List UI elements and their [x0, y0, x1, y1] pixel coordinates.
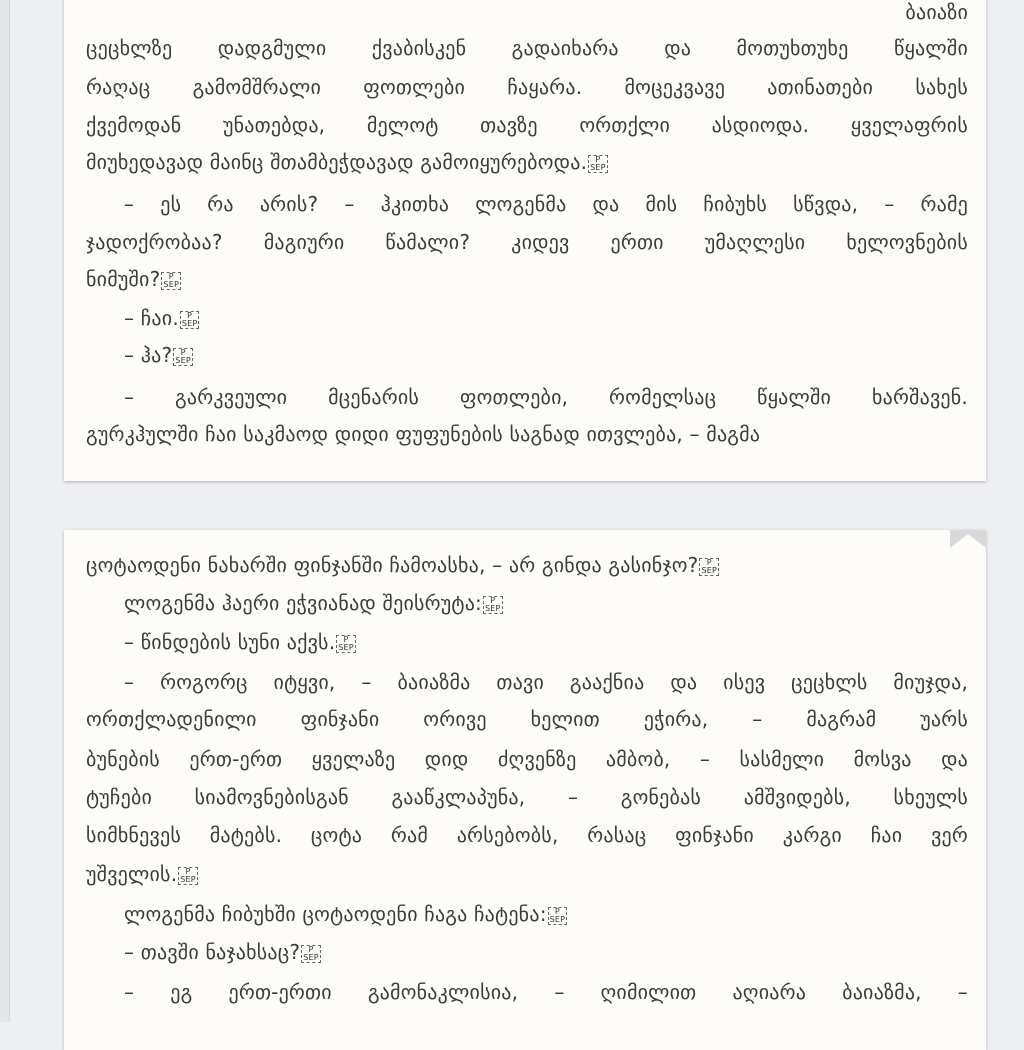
- text-line: [86, 422, 968, 446]
- line-text: – ჩაი.: [124, 306, 179, 330]
- sep-top: P: [168, 271, 174, 281]
- paragraph-separator-marker: [699, 558, 719, 576]
- paragraph-separator-marker: [178, 867, 198, 885]
- line-text: – თავში ნაჯახსაც?: [124, 940, 301, 964]
- sep-top: P: [343, 634, 349, 644]
- text-line: [124, 343, 968, 367]
- text-line: [86, 785, 968, 815]
- line-text: – ეგ ერთ-ერთი გამონაკლისია, – ღიმილით აღიარა ბაიაზმა, –: [124, 980, 968, 1004]
- book-page-2[interactable]: [64, 530, 986, 1050]
- line-text: – ეს რა არის? – ჰკითხა ლოგენმა და მის ჩიბუხს სწვდა, – რამე: [124, 192, 968, 216]
- paragraph-separator-marker: [161, 272, 181, 290]
- left-edge: [0, 0, 10, 1022]
- sep-bottom: SEP: [485, 603, 501, 613]
- text-line: [86, 707, 968, 737]
- line-text: სიმხნევეს მატებს. ცოტა რამ არსებობს, რასაც ფინჯანი კარგი ჩაი ვერ: [86, 823, 968, 847]
- line-text: ქვემოდან უნათებდა, მელოტ თავზე ორთქლი ასდიოდა. ყველაფრის: [86, 113, 968, 137]
- text-line: [124, 591, 968, 615]
- paragraph-separator-marker: [173, 348, 193, 366]
- sep-top: P: [595, 154, 601, 164]
- sep-bottom: SEP: [303, 952, 319, 962]
- sep-top: P: [185, 866, 191, 876]
- text-line: [124, 940, 968, 964]
- sep-bottom: SEP: [549, 914, 566, 924]
- sep-bottom: SEP: [338, 642, 354, 652]
- sep-bottom: SEP: [590, 162, 606, 172]
- sep-bottom: SEP: [181, 318, 198, 328]
- bookmark-icon[interactable]: [950, 530, 986, 548]
- text-line: [86, 862, 968, 886]
- text-line: [124, 306, 968, 330]
- line-text: ნიმუში?: [86, 267, 161, 291]
- text-line: [124, 980, 968, 1010]
- text-line: [124, 902, 968, 926]
- text-line: [86, 150, 968, 174]
- text-line: [86, 553, 968, 577]
- paragraph-separator-marker: [548, 907, 568, 925]
- sep-top: P: [308, 944, 314, 954]
- line-text: გურკჰულში ჩაი საკმაოდ დიდი ფუფუნების საგნად ითვლება, – მაგმა: [86, 422, 761, 446]
- paragraph-separator-marker: [336, 635, 356, 653]
- line-text: ტუჩები სიამოვნებისგან გააწკლაპუნა, – გონებას ამშვიდებს, სხეულს: [86, 785, 968, 809]
- line-text: ლოგენმა ჩიბუხში ცოტაოდენი ჩაგა ჩატენა:: [124, 902, 547, 926]
- line-text: – ჰა?: [124, 343, 173, 367]
- line-text: ბაიაზი: [905, 0, 968, 24]
- sep-top: P: [490, 595, 496, 605]
- sep-top: P: [187, 310, 193, 320]
- text-line: [86, 747, 968, 777]
- line-text: მიუხედავად მაინც შთამბეჭდავად გამოიყურებოდა.: [86, 150, 588, 174]
- text-line: [86, 267, 968, 291]
- paragraph-separator-marker: [301, 945, 321, 963]
- text-line: [86, 75, 968, 105]
- line-text: ლოგენმა ჰაერი ეჭვიანად შეისრუტა:: [124, 591, 482, 615]
- text-line: [86, 230, 968, 260]
- sep-top: P: [180, 347, 186, 357]
- line-text: ორთქლადენილი ფინჯანი ორივე ხელით ეჭირა, – მაგრამ უარს: [86, 707, 968, 731]
- line-text: ცოტაოდენი ნახარში ფინჯანში ჩამოასხა, – არ გინდა გასინჯო?: [86, 553, 699, 577]
- book-page-1[interactable]: [64, 0, 986, 481]
- line-text: უშველის.: [86, 862, 178, 886]
- line-text: – გარკვეული მცენარის ფოთლები, რომელსაც წყალში ხარშავენ.: [124, 385, 968, 409]
- line-text: – წინდების სუნი აქვს.: [124, 630, 336, 654]
- paragraph-separator-marker: [588, 155, 608, 173]
- sep-bottom: SEP: [175, 355, 191, 365]
- text-line: [124, 670, 968, 700]
- sep-bottom: SEP: [163, 279, 179, 289]
- paragraph-separator-marker: [180, 311, 200, 329]
- line-text: – როგორც იტყვი, – ბაიაზმა თავი გააქნია და ისევ ცეცხლს მიუჯდა,: [124, 670, 968, 694]
- text-line: [86, 36, 968, 66]
- text-line: [86, 113, 968, 143]
- line-text: ბუნების ერთ-ერთ ყველაზე დიდ ძღვენზე ამბობ, – სასმელი მოსვა და: [86, 747, 968, 771]
- text-line: [86, 823, 968, 853]
- line-text: ჯადოქრობაა? მაგიური წამალი? კიდევ ერთი უმაღლესი ხელოვნების: [86, 230, 968, 254]
- text-line: [124, 192, 968, 222]
- line-text: რაღაც გამომშრალი ფოთლები ჩაყარა. მოცეკვავე ათინათები სახეს: [86, 75, 968, 99]
- line-text: ცეცხლზე დადგმული ქვაბისკენ გადაიხარა და მოთუხთუხე წყალში: [86, 36, 968, 60]
- text-line: [86, 0, 968, 24]
- text-line: [124, 385, 968, 415]
- sep-top: P: [706, 557, 712, 567]
- sep-bottom: SEP: [701, 565, 718, 575]
- text-line: [124, 630, 968, 654]
- paragraph-separator-marker: [483, 596, 503, 614]
- sep-bottom: SEP: [180, 874, 196, 884]
- sep-top: P: [554, 906, 560, 916]
